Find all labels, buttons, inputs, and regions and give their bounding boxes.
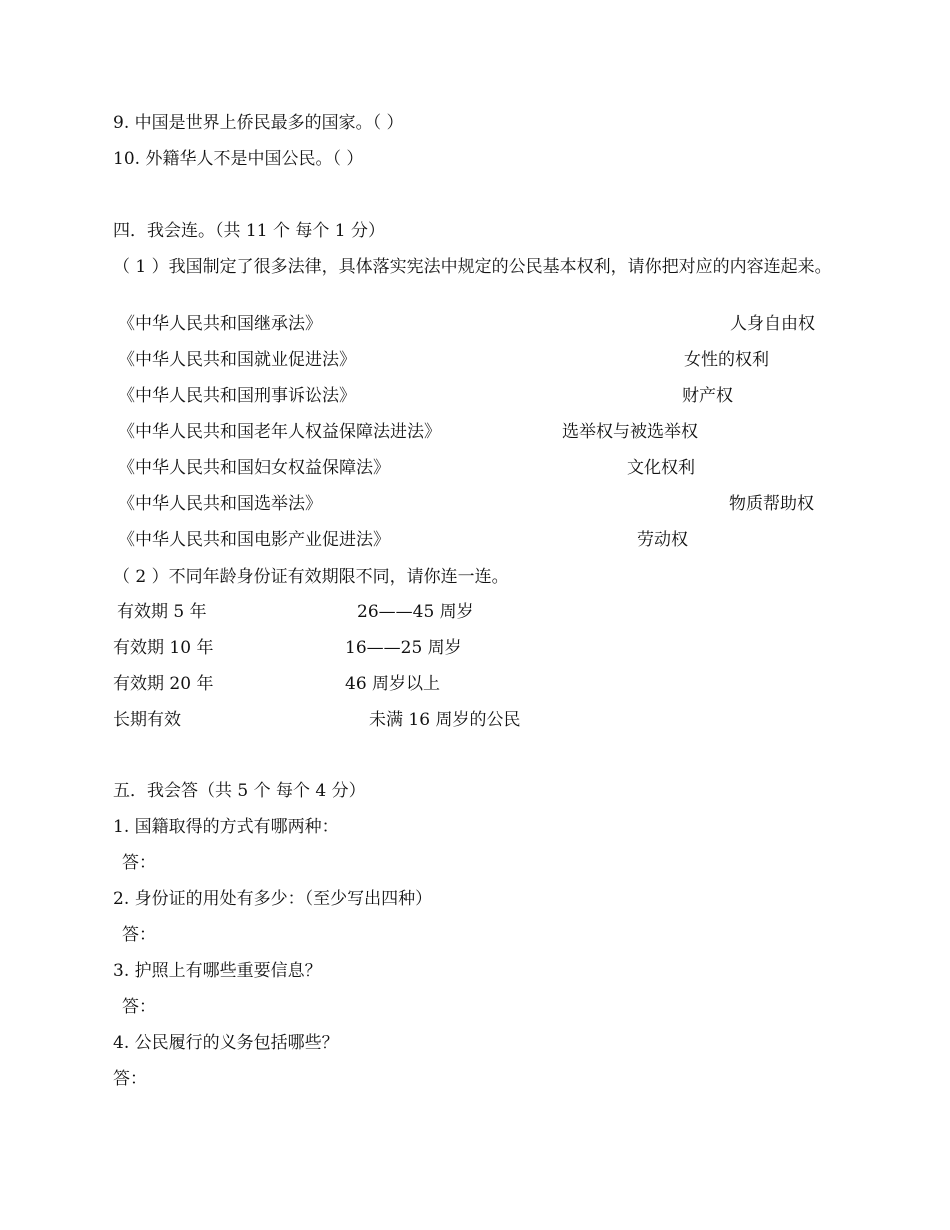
- section-5-heading: 五．我会答（共 5 个 每个 4 分）: [113, 781, 366, 801]
- short-answer-question: 3. 护照上有哪些重要信息？: [113, 961, 322, 981]
- age-range-item: 26——45 周岁: [357, 602, 474, 622]
- matching-part-2-instructions: （ 2 ）不同年龄身份证有效期限不同，请你连一连。: [113, 567, 509, 587]
- law-item: 《中华人民共和国继承法》: [118, 314, 322, 334]
- right-item: 劳动权: [637, 530, 688, 550]
- age-range-item: 16——25 周岁: [345, 638, 462, 658]
- right-item: 文化权利: [627, 458, 695, 478]
- right-item: 选举权与被选举权: [562, 422, 698, 442]
- law-item: 《中华人民共和国刑事诉讼法》: [118, 386, 356, 406]
- validity-item: 有效期 10 年: [113, 638, 214, 658]
- answer-label: 答：: [113, 1069, 147, 1089]
- short-answer-question: 4. 公民履行的义务包括哪些？: [113, 1033, 339, 1053]
- right-item: 女性的权利: [684, 350, 769, 370]
- law-item: 《中华人民共和国选举法》: [118, 494, 322, 514]
- true-false-question-9: 9. 中国是世界上侨民最多的国家。（ ）: [113, 113, 404, 133]
- short-answer-question: 1. 国籍取得的方式有哪两种：: [113, 817, 339, 837]
- right-item: 财产权: [682, 386, 733, 406]
- law-item: 《中华人民共和国老年人权益保障法进法》: [118, 422, 441, 442]
- law-item: 《中华人民共和国电影产业促进法》: [118, 530, 390, 550]
- answer-label: 答：: [122, 925, 156, 945]
- true-false-question-10: 10. 外籍华人不是中国公民。（ ）: [113, 149, 364, 169]
- validity-item: 长期有效: [113, 710, 181, 730]
- validity-item: 有效期 5 年: [117, 602, 207, 622]
- validity-item: 有效期 20 年: [113, 674, 214, 694]
- short-answer-question: 2. 身份证的用处有多少：（至少写出四种）: [113, 889, 433, 909]
- answer-label: 答：: [122, 997, 156, 1017]
- age-range-item: 46 周岁以上: [345, 674, 441, 694]
- right-item: 物质帮助权: [729, 494, 814, 514]
- law-item: 《中华人民共和国就业促进法》: [118, 350, 356, 370]
- right-item: 人身自由权: [730, 314, 815, 334]
- law-item: 《中华人民共和国妇女权益保障法》: [118, 458, 390, 478]
- section-4-heading: 四．我会连。（共 11 个 每个 1 分）: [113, 221, 385, 241]
- age-range-item: 未满 16 周岁的公民: [369, 710, 521, 730]
- answer-label: 答：: [122, 853, 156, 873]
- matching-part-1-instructions: （ 1 ）我国制定了很多法律，具体落实宪法中规定的公民基本权利，请你把对应的内容连起来。: [113, 257, 832, 277]
